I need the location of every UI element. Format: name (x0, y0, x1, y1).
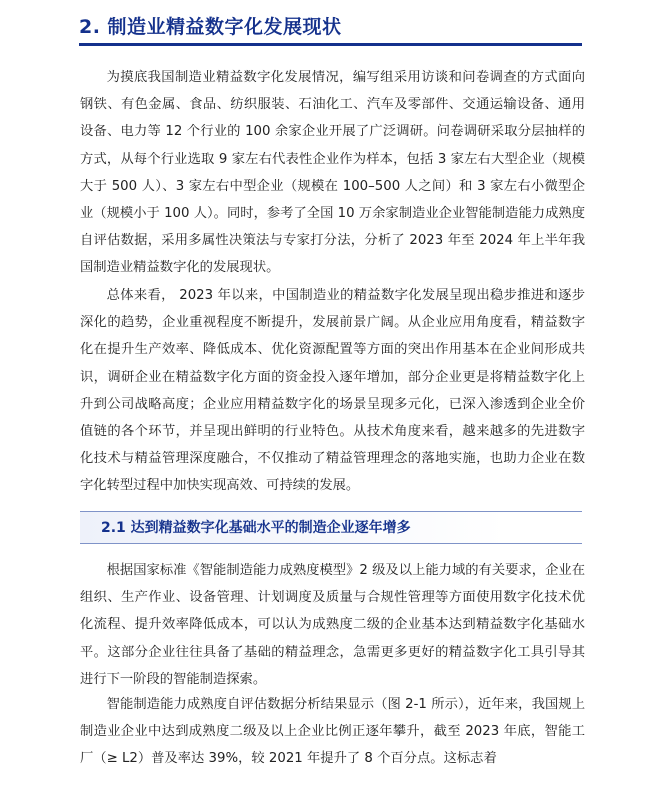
subsection-heading: 2.1 达到精益数字化基础水平的制造企业逐年增多 (101, 520, 411, 536)
subsection-heading-box (80, 511, 582, 544)
section-heading-rule (79, 43, 582, 46)
paragraph-survey-method: 为摸底我国制造业精益数字化发展情况，编写组采用访谈和问卷调查的方式面向钢铁、有色金属、食品、纺织服装、石油化工、汽车及零部件、交通运输设备、通用设备、电力等 12 个行业的 100 余家企业开展了广泛调研。问卷调研采取分层抽样的方式，从每个行业选取 9 家左右代表性企业作为样本，包括 3 家左右大型企业（规模大于 500 人）、3 家左右中型企业（规模在 100–500 人之间）和 3 家左右小微型企业（规模小于 100 人）。同时，参考了全国 10 万余家制造业企业智能制造能力成熟度自评估数据，采用多属性决策法与专家打分法，分析了 2023 年至 2024 年上半年我国制造业精益数字化的发展现状。 (80, 70, 585, 276)
paragraph-standard-basis: 根据国家标准《智能制造能力成熟度模型》2 级及以上能力域的有关要求，企业在组织、生产作业、设备管理、计划调度及质量与合规性管理等方面使用数字化技术优化流程、提升效率降低成本，可以认为成熟度二级的企业基本达到精益数字化基础水平。这部分企业往往具备了基础的精益理念，急需更多更好的精益数字化工具引导其进行下一阶段的智能制造探索。 (80, 563, 585, 687)
section-heading: 2. 制造业精益数字化发展现状 (79, 16, 342, 38)
paragraph-assessment-results: 智能制造能力成熟度自评估数据分析结果显示（图 2-1 所示），近年来，我国规上制造业企业中达到成熟度二级及以上企业比例正逐年攀升，截至 2023 年底，智能工厂（≥ L2）普及率达 39%，较 2021 年提升了 8 个百分点。这标志着 (80, 697, 585, 767)
paragraph-overview: 总体来看， 2023 年以来，中国制造业的精益数字化发展呈现出稳步推进和逐步深化的趋势，企业重视程度不断提升，发展前景广阔。从企业应用角度看，精益数字化在提升生产效率、降低成本、优化资源配置等方面的突出作用基本在企业间形成共识，调研企业在精益数字化方面的资金投入逐年增加，部分企业更是将精益数字化上升到公司战略高度；企业应用精益数字化的场景呈现多元化，已深入渗透到企业全价值链的各个环节，并呈现出鲜明的行业特色。从技术角度来看，越来越多的先进数字化技术与精益管理深度融合，不仅推动了精益管理理念的落地实施，也助力企业在数字化转型过程中加快实现高效、可持续的发展。 (80, 288, 585, 494)
